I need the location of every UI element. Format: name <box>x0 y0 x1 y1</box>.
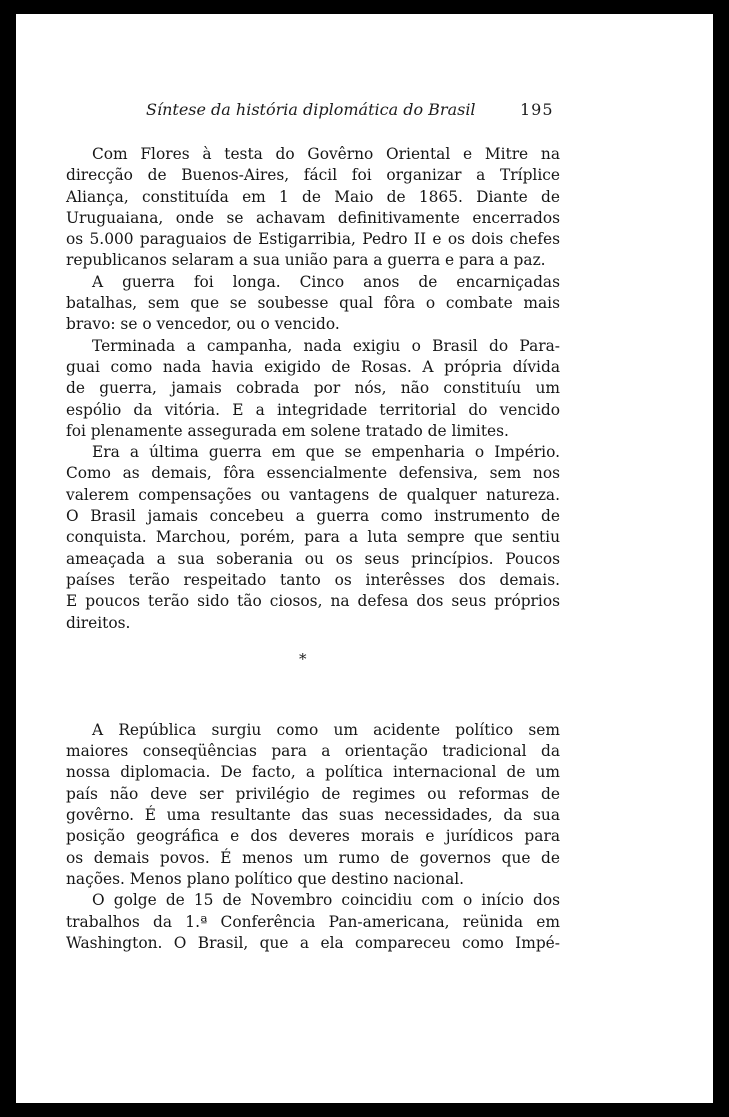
text-line: Uruguaiana, onde se achavam definitivamente encerrados <box>66 208 560 227</box>
text-line: O golge de 15 de Novembro coincidiu com o início dos <box>92 891 560 910</box>
text-line: direcção de Buenos-Aires, fácil foi organizar a Tríplice <box>66 166 560 185</box>
text-line: Como as demais, fôra essencialmente defensiva, sem nos <box>66 464 560 483</box>
text-line: os demais povos. É menos um rumo de governos que de <box>66 848 560 867</box>
text-line: direitos. <box>66 613 131 632</box>
text-line: países terão respeitado tanto os interêsses dos demais. <box>66 570 560 589</box>
section-one <box>66 144 560 634</box>
text-line: Aliança, constituída em 1 de Maio de 1865. Diante de <box>66 187 560 206</box>
text-line: E poucos terão sido tão ciosos, na defesa dos seus próprios <box>66 592 560 611</box>
text-line: conquista. Marchou, porém, para a luta sempre que sentiu <box>66 528 560 547</box>
text-line: govêrno. É uma resultante das suas necessidades, da sua <box>66 806 560 825</box>
text-line: Com Flores à testa do Govêrno Oriental e Mitre na <box>92 145 560 163</box>
section-two <box>66 720 560 954</box>
text-line: trabalhos da 1.ª Conferência Pan-americana, reünida em <box>66 912 560 931</box>
section-separator <box>66 634 560 720</box>
text-line: posição geográfica e dos deveres morais e jurídicos para <box>66 827 560 846</box>
text-line: maiores conseqüências para a orientação tradicional da <box>66 742 560 761</box>
text-line: A República surgiu como um acidente político sem <box>92 720 560 739</box>
text-line: guai como nada havia exigido de Rosas. A própria dívida <box>66 357 560 376</box>
book-page <box>16 14 713 1103</box>
running-title: Síntese da história diplomática do Brasil <box>146 100 476 119</box>
text-line: país não deve ser privilégio de regimes ou reformas de <box>66 784 560 803</box>
text-line: O Brasil jamais concebeu a guerra como instrumento de <box>66 507 560 526</box>
text-line: Washington. O Brasil, que a ela compareceu como Impé- <box>66 933 560 952</box>
text-line: de guerra, jamais cobrada por nós, não constituíu um <box>66 379 560 398</box>
text-line: ameaçada a sua soberania ou os seus princípios. Poucos <box>66 549 560 568</box>
text-line: nossa diplomacia. De facto, a política internacional de um <box>66 763 560 782</box>
text-line: Era a última guerra em que se empenharia o Império. <box>92 443 560 462</box>
text-line: bravo: se o vencedor, ou o vencido. <box>66 315 340 334</box>
text-line: valerem compensações ou vantagens de qualquer natureza. <box>66 485 560 504</box>
page-number: 195 <box>520 100 554 119</box>
asterisk-divider: * <box>299 649 307 668</box>
text-line: A guerra foi longa. Cinco anos de encarniçadas <box>92 272 560 291</box>
text-line: batalhas, sem que se soubesse qual fôra o combate mais <box>66 294 560 313</box>
body-text <box>66 144 560 954</box>
text-line: espólio da vitória. E a integridade territorial do vencido <box>66 400 560 419</box>
text-line: nações. Menos plano político que destino nacional. <box>66 869 465 888</box>
text-line: os 5.000 paraguaios de Estigarribia, Pedro II e os dois chefes <box>66 230 560 249</box>
text-line: Terminada a campanha, nada exigiu o Brasil do Para- <box>92 336 560 355</box>
text-line: foi plenamente assegurada em solene tratado de limites. <box>66 421 509 440</box>
text-line: republicanos selaram a sua união para a guerra e para a paz. <box>66 251 546 270</box>
